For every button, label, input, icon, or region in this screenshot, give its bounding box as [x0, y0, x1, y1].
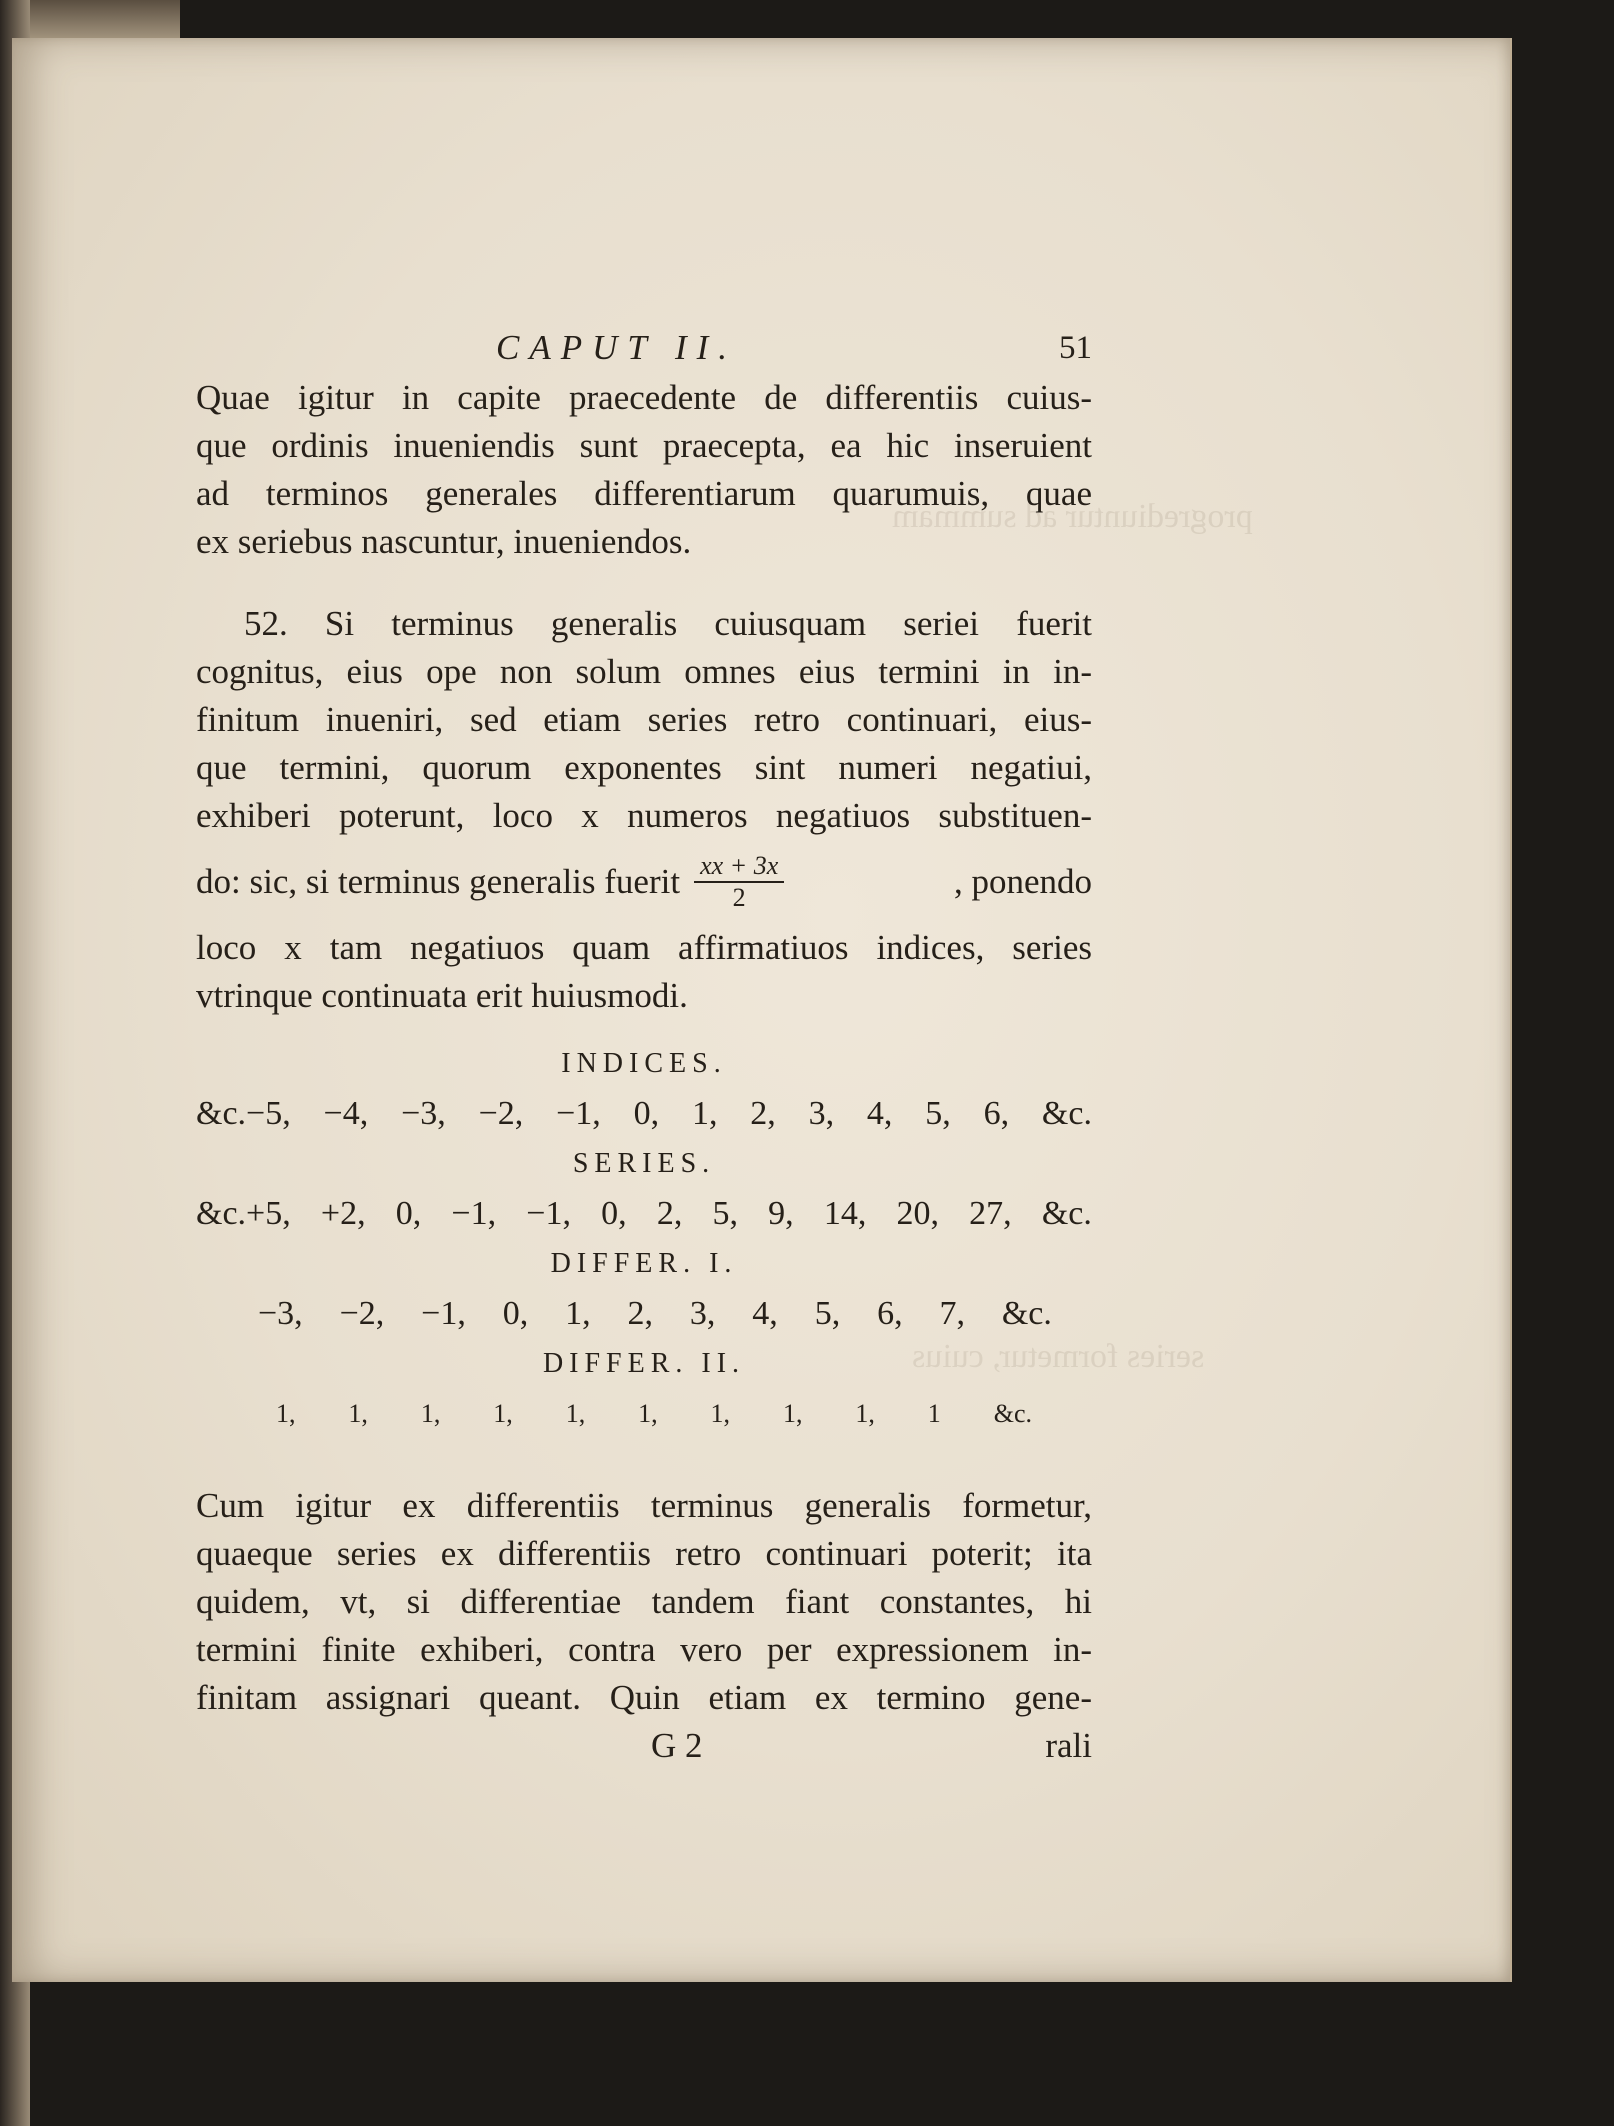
series-cell: 5, [712, 1195, 738, 1232]
series-cell: &c.+5, [196, 1195, 291, 1232]
series-row [196, 1186, 1092, 1242]
formula-lead-text: do: sic, si terminus generalis fuerit [196, 862, 681, 901]
text-line: 52. Si terminus generalis cuiusquam seriei fuerit [244, 604, 1092, 643]
indices-cell: −1, [556, 1095, 601, 1132]
differ1-cell: 3, [689, 1295, 716, 1332]
bleed-through-text: progrediuntur ad summam [892, 498, 1253, 535]
differ1-label: DIFFER. I. [550, 1248, 738, 1279]
differ1-cell: &c. [1001, 1295, 1052, 1332]
indices-cell: −3, [401, 1095, 446, 1132]
series-cell: 2, [656, 1195, 683, 1232]
indices-label: INDICES. [561, 1048, 727, 1079]
indices-cell: 5, [925, 1095, 951, 1132]
differ1-cell: 5, [814, 1295, 841, 1332]
text-line: exhiberi poterunt, loco x numeros negatiuos substituen- [196, 796, 1092, 835]
text-line: loco x tam negatiuos quam affirmatiuos indices, series [196, 928, 1092, 967]
differ2-cell: 1 [927, 1399, 941, 1428]
series-table [196, 1042, 1092, 1442]
differ2-cell: 1, [565, 1399, 586, 1428]
text-line: ex seriebus nascuntur, inueniendos. [196, 522, 692, 561]
series-label: SERIES. [572, 1148, 716, 1179]
indices-row [196, 1086, 1092, 1142]
closing-paragraph [196, 1482, 1092, 1722]
indices-cell: 2, [750, 1095, 776, 1132]
text-line: ad terminos generales differentiarum quarumuis, quae [196, 474, 1092, 513]
differ1-cell: 0, [502, 1295, 529, 1332]
differ2-cell: 1, [276, 1399, 296, 1428]
series-cell: 14, [823, 1195, 867, 1232]
differ2-cell: 1, [493, 1399, 513, 1428]
differ2-cell: 1, [420, 1399, 441, 1428]
indices-cell: &c. [1041, 1095, 1092, 1132]
text-line: quidem, vt, si differentiae tandem fiant constantes, hi [196, 1582, 1092, 1621]
series-cell: 0, [395, 1195, 422, 1232]
differ2-cell: 1, [782, 1399, 803, 1428]
running-header [196, 318, 1092, 374]
running-title: CAPUT II. [496, 328, 738, 367]
series-cell: 9, [768, 1195, 794, 1232]
text-line: termini finite exhiberi, contra vero per expressionem in- [196, 1630, 1092, 1669]
indices-cell: 3, [808, 1095, 835, 1132]
indices-cell: 1, [691, 1095, 718, 1132]
section-52-paragraph [196, 600, 1092, 1020]
text-line: que termini, quorum exponentes sint numeri negatiui, [196, 748, 1092, 787]
differ1-cell: 4, [752, 1295, 778, 1332]
differ2-cell: 1, [348, 1399, 368, 1428]
text-line: Quae igitur in capite praecedente de differentiis cuius- [196, 378, 1092, 417]
catchword: rali [1045, 1726, 1092, 1765]
text-line: Cum igitur ex differentiis terminus generalis formetur, [196, 1486, 1092, 1525]
page-text-block [196, 318, 1092, 1770]
differ2-cell: 1, [710, 1399, 731, 1428]
differ2-label: DIFFER. II. [542, 1348, 746, 1379]
differ2-cell: 1, [638, 1399, 658, 1428]
differ1-cell: 1, [565, 1295, 591, 1332]
differ2-cell: 1, [855, 1399, 875, 1428]
indices-cell: &c.−5, [196, 1095, 291, 1132]
differ1-cell: −1, [421, 1295, 466, 1332]
fraction-numerator: xx + 3x [694, 851, 784, 883]
series-cell: +2, [320, 1195, 366, 1232]
formula-line [196, 840, 1092, 924]
series-cell: −1, [451, 1195, 497, 1232]
indices-cell: 4, [866, 1095, 893, 1132]
general-term-fraction [694, 851, 784, 913]
intro-paragraph [196, 374, 1092, 566]
series-cell: &c. [1041, 1195, 1092, 1232]
text-line: quaeque series ex differentiis retro continuari poterit; ita [196, 1534, 1092, 1573]
indices-cell: 6, [983, 1095, 1010, 1132]
fraction-denominator: 2 [732, 883, 746, 912]
differ2-row [196, 1386, 1092, 1442]
series-cell: 27, [969, 1195, 1012, 1232]
text-line: vtrinque continuata erit huiusmodi. [196, 976, 688, 1015]
text-line: finitam assignari queant. Quin etiam ex termino gene- [196, 1678, 1092, 1717]
bleed-through-text: series formetur, cuius [912, 1338, 1205, 1375]
series-cell: −1, [526, 1195, 571, 1232]
text-line: cognitus, eius ope non solum omnes eius termini in in- [196, 652, 1092, 691]
signature-mark: G 2 [651, 1726, 703, 1765]
differ1-cell: 6, [877, 1295, 903, 1332]
indices-cell: −2, [478, 1095, 524, 1132]
page-number: 51 [1059, 330, 1092, 366]
differ1-cell: 7, [939, 1295, 965, 1332]
differ1-cell: −2, [339, 1295, 385, 1332]
series-cell: 20, [896, 1195, 939, 1232]
indices-cell: −4, [323, 1095, 369, 1132]
differ2-cell: &c. [993, 1399, 1032, 1428]
page-footer [196, 1722, 1092, 1770]
text-line: que ordinis inueniendis sunt praecepta, ea hic inseruient [196, 426, 1092, 465]
indices-cell: 0, [633, 1095, 660, 1132]
differ1-cell: 2, [627, 1295, 654, 1332]
formula-trail-text: , ponendo [953, 862, 1092, 901]
series-cell: 0, [601, 1195, 627, 1232]
text-line: finitum inueniri, sed etiam series retro continuari, eius- [196, 700, 1092, 739]
differ1-cell: −3, [258, 1295, 303, 1332]
differ1-row [196, 1286, 1092, 1342]
